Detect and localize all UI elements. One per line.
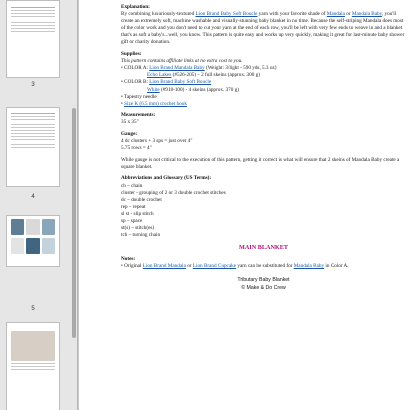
abbreviation-item: sl st - slip stitch	[121, 210, 154, 217]
gauge-line: 5.75 rows = 4"	[121, 145, 152, 152]
notes-paragraph	[121, 263, 406, 270]
main-blanket-heading: MAIN BLANKET	[239, 244, 288, 252]
link-mandala[interactable]: Mandala	[326, 11, 345, 18]
link-baby-soft-boucle[interactable]: Lion Brand Baby Soft Boucle	[195, 11, 258, 18]
page-number-label: 3	[31, 82, 35, 88]
link-echo-lakes[interactable]: Echo Lakes	[147, 72, 172, 79]
abbreviation-item: ch – chain	[121, 182, 143, 189]
blanket-photo-row	[11, 238, 55, 254]
text: in Color A.	[324, 263, 349, 269]
gauge-note: While gauge is not critical to the execution of this pattern, getting it correct is what will ensure that 2 skeins of Mandala Baby create a square blanket.	[121, 156, 400, 170]
gauge-heading: Gauge:	[121, 131, 138, 137]
link-mandala-baby[interactable]: Mandala Baby	[351, 11, 382, 18]
page-thumbnail-5[interactable]	[6, 215, 60, 267]
page-thumbnail-3[interactable]	[6, 0, 60, 78]
abbreviation-item: rep – repeat	[121, 203, 146, 210]
link-baby-soft-boucle-supply[interactable]: Lion Brand Baby Soft Boucle	[149, 79, 212, 86]
abbreviation-item: sp – space	[121, 218, 143, 225]
text: or	[185, 263, 193, 269]
text: • COLOR A:	[121, 65, 150, 72]
abbreviations-heading: Abbreviations and Glossary (US Terms):	[121, 175, 212, 182]
text: or	[344, 11, 352, 18]
page-number-label: 5	[31, 306, 35, 312]
page-thumbnail-6[interactable]	[6, 322, 60, 410]
baby-photo	[11, 331, 55, 361]
text: •	[121, 100, 125, 107]
blanket-photo-row	[11, 219, 55, 235]
measurements-value: 35 x 35"	[121, 119, 139, 126]
supply-hook	[121, 101, 406, 108]
explanation-heading: Explanation:	[121, 4, 150, 10]
scrollbar-thumb[interactable]	[72, 108, 76, 338]
page-number-label: 4	[31, 194, 35, 200]
footer-title: Tributary Baby Blanket	[237, 277, 290, 284]
abbreviation-item: tch – turning chain	[121, 232, 161, 239]
text: • COLOR B:	[121, 79, 150, 86]
supply-white	[121, 87, 406, 94]
link-lion-brand-cupcake[interactable]: Lion Brand Cupcake	[192, 263, 237, 269]
link-crochet-hook[interactable]: Size K (6.5 mm) crochet hook	[124, 100, 187, 107]
supply-color-b	[121, 79, 406, 86]
page-thumbnail-sidebar	[0, 0, 78, 410]
text: • Original	[121, 263, 143, 269]
page-thumbnail-4[interactable]	[6, 107, 60, 187]
text: yarn can be substituted for	[236, 263, 294, 269]
abbreviation-item: dc – double crochet	[121, 196, 162, 203]
text: By combining luxuriously-textured	[121, 11, 196, 18]
supply-needle: • Tapestry needle	[121, 93, 157, 100]
explanation-paragraph	[121, 11, 406, 46]
gauge-line: 4 dc clusters + 3 sps = just over 4"	[121, 138, 193, 145]
text: yarn with your favorite shade of	[257, 11, 327, 18]
text: , you'll create an extremely soft, machine washable and visually-stunning baby blanket in no time. Because the self-striping Mandala does most of the color work and you don't need to cut your yarn at the end of each row, you'll be left with very few ends to weave in and a blanket that's as soft a baby's...well, you know. This pattern is quite easy and works up very quickly, making it great for last-minute baby shower gift or charity donation.	[121, 11, 405, 46]
link-mandala-baby-notes[interactable]: Mandala Baby	[293, 263, 325, 269]
text: (Weight: 3/light - 590 yds, 5.3 oz)	[204, 65, 277, 72]
footer-credit: © Make & Do Crew	[241, 284, 286, 291]
link-white[interactable]: White	[147, 86, 160, 93]
text: (#918-100) - 4 skeins (approx. 370 g)	[159, 86, 239, 93]
link-mandala-baby-supply[interactable]: Lion Brand Mandala Baby	[149, 65, 205, 72]
affiliate-note: This pattern contains affiliate links at no extra cost to you.	[121, 58, 243, 65]
abbreviation-item: st(s) – stitch(es)	[121, 225, 155, 232]
link-lion-brand-mandala[interactable]: Lion Brand Mandala	[142, 263, 186, 269]
page-footer	[121, 277, 406, 292]
text: (#526-205) – 2 full skeins (approx. 300 g)	[171, 72, 260, 79]
abbreviation-item: cluster - grouping of 2 or 3 double crochet stitches	[121, 189, 226, 196]
measurements-heading: Measurements:	[121, 112, 156, 119]
supplies-heading: Supplies:	[121, 51, 142, 58]
document-page	[79, 0, 416, 410]
notes-heading: Notes:	[121, 255, 136, 262]
sidebar-scrollbar[interactable]	[71, 0, 77, 410]
